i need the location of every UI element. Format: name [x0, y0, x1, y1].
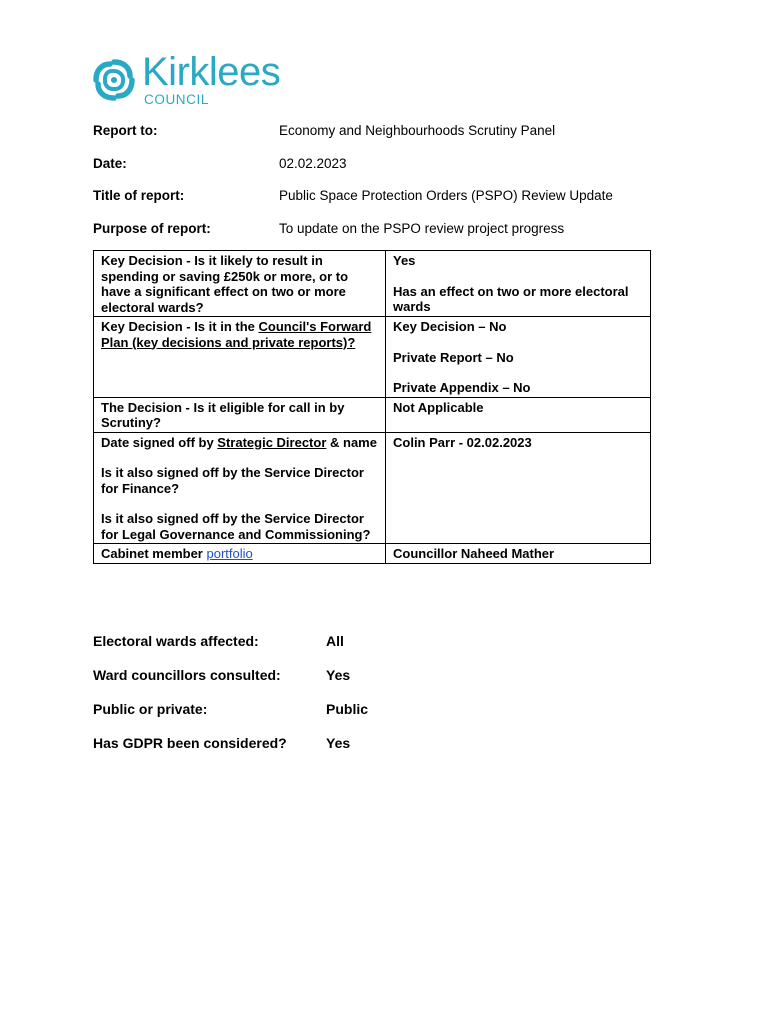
- summary-key: Has GDPR been considered?: [93, 735, 287, 751]
- meta-value: Public Space Protection Orders (PSPO) Review Update: [279, 188, 613, 203]
- table-row: [94, 544, 651, 564]
- key-decision-status: Key Decision – No: [393, 319, 507, 334]
- answer-cell: [386, 397, 651, 432]
- call-in-question: The Decision - Is it eligible for call in by Scrutiny?: [101, 399, 345, 430]
- table-row: [94, 397, 651, 432]
- summary-value: Yes: [326, 735, 351, 751]
- summary-key: Electoral wards affected:: [93, 633, 259, 649]
- kirklees-council-logo: [90, 50, 290, 112]
- answer-cell: [386, 432, 651, 544]
- finance-sign-off-question: Is it also signed off by the Service Director for Finance?: [101, 465, 364, 496]
- cabinet-member-answer: Councillor Naheed Mather: [393, 546, 555, 561]
- private-appendix-status: Private Appendix – No: [393, 380, 531, 395]
- table-row: [94, 251, 651, 317]
- logo-subtitle: COUNCIL: [144, 92, 209, 107]
- legal-sign-off-question: Is it also signed off by the Service Director for Legal Governance and Commissioning?: [101, 511, 371, 542]
- forward-plan-question-prefix: Key Decision - Is it in the: [101, 319, 259, 334]
- key-decision-answer: Yes: [393, 253, 416, 268]
- decisions-table: [93, 250, 651, 564]
- summary-key: Ward councillors consulted:: [93, 667, 281, 683]
- strategic-director-link[interactable]: Strategic Director: [217, 434, 327, 450]
- question-cell: [94, 544, 386, 564]
- question-cell: [94, 251, 386, 317]
- meta-key: Purpose of report:: [93, 221, 211, 236]
- table-row: [94, 317, 651, 398]
- table-row: [94, 432, 651, 544]
- logo-wordmark: Kirklees: [142, 50, 281, 94]
- forward-plan-link[interactable]: Council's Forward Plan (key decisions and private reports)?: [101, 319, 372, 350]
- sign-off-question: Date signed off by Strategic Director & name: [101, 434, 377, 450]
- summary-value: Public: [326, 701, 369, 717]
- question-cell: [94, 397, 386, 432]
- sign-off-answer: Colin Parr - 02.02.2023: [393, 434, 532, 450]
- cabinet-member-label: Cabinet member: [101, 546, 207, 561]
- question-cell: [94, 317, 386, 398]
- meta-key: Date:: [93, 156, 127, 171]
- answer-cell: [386, 544, 651, 564]
- swirl-logo-icon: [90, 56, 138, 104]
- meta-key: Report to:: [93, 123, 158, 138]
- summary-value: All: [326, 633, 344, 649]
- key-decision-spend-question: Key Decision - Is it likely to result in spending or saving £250k or more, or to have a significant effect on two or more electoral wards?: [101, 253, 349, 315]
- portfolio-link[interactable]: portfolio: [206, 546, 253, 561]
- answer-cell: [386, 317, 651, 398]
- meta-key: Title of report:: [93, 188, 185, 203]
- call-in-answer: Not Applicable: [393, 399, 484, 415]
- summary-key: Public or private:: [93, 701, 208, 717]
- answer-cell: [386, 251, 651, 317]
- meta-value: To update on the PSPO review project progress: [279, 221, 565, 236]
- meta-value: 02.02.2023: [279, 156, 347, 171]
- electoral-effect-answer: Has an effect on two or more electoral wards: [393, 283, 629, 314]
- meta-value: Economy and Neighbourhoods Scrutiny Panel: [279, 123, 556, 138]
- private-report-status: Private Report – No: [393, 349, 514, 365]
- question-cell: [94, 432, 386, 544]
- summary-value: Yes: [326, 667, 351, 683]
